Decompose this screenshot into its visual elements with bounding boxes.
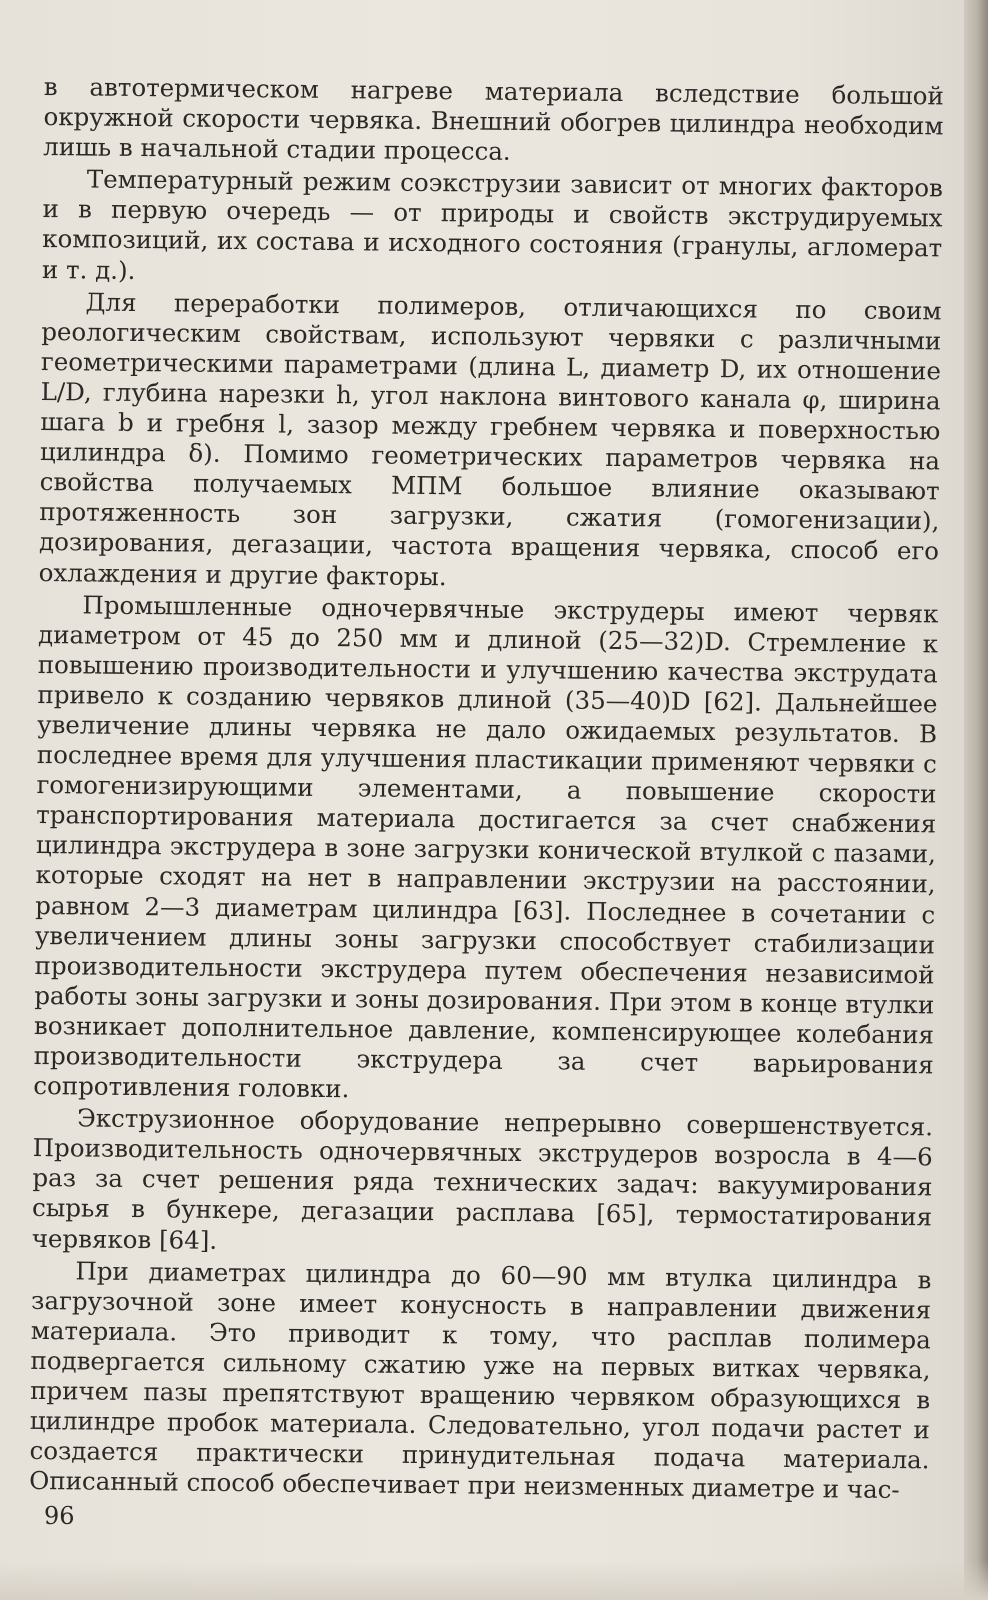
paragraph-equipment: Экструзионное оборудование непрерывно совершенствуется. Производительность одночервячных экструдеров возросла в 4—6 раз за счет решения ряда технических задач: вакуумирования сырья в бункере, дегазации расплава [65], термостатирования червяков [64]. (31, 1103, 934, 1255)
page-text (29, 72, 944, 1506)
paragraph-temperature: Температурный режим соэкструзии зависит от многих факторов и в первую очередь — от природы и свойств экструдируемых композиций, их состава и исходного состояния (гранулы, агломерат и т. д.). (41, 164, 943, 285)
page-binding-edge (964, 0, 988, 1600)
paragraph-industrial-extruders: Промышленные одночервячные экструдеры имеют червяк диаметром от 45 до 250 мм и длиной (25—32)D. Стремление к повышению производительности и улучшению качества экструдата привело к созданию червяков длиной (35—40)D [62]. Дальнейшее увеличение длины червяка не дало ожидаемых результатов. В последнее время для улучшения пластикации применяют червяки с гомогенизирующими элементами, а повышение скорости транспортирования материала достигается за счет снабжения цилиндра экструдера в зоне загрузки конической втулкой с пазами, которые сходят на нет в направлении экструзии на расстоянии, равном 2—3 диаметрам цилиндра [63]. Последнее в сочетании с увеличением длины зоны загрузки способствует стабилизации производительности экструдера путем обеспечения независимой работы зоны загрузки и зоны дозирования. При этом в конце втулки возникает дополнительное давление, компенсирующее колебания производительности экструдера за счет варьирования сопротивления головки. (33, 590, 939, 1104)
bottom-shadow (0, 1560, 988, 1600)
paragraph-screw-geometry: Для переработки полимеров, отличающихся по своим реологическим свойствам, используют червяки с различными геометрическими параметрами (длина L, диаметр D, их отношение L/D, глубина нарезки h, угол наклона винтового канала φ, ширина шага b и гребня l, зазор между гребнем червяка и поверхностью цилиндра δ). Помимо геометрических параметров червяка на свойства получаемых МПМ большое влияние оказывают протяженность зон загрузки, сжатия (гомогенизации), дозирования, дегазации, частота вращения червяка, способ его охлаждения и другие факторы. (38, 287, 942, 591)
page-number: 96 (44, 1502, 75, 1530)
paragraph-cylinder-diameter: При диаметрах цилиндра до 60—90 мм втулка цилиндра в загрузочной зоне имеет конусность в направлении движения материала. Это приводит к тому, что расплав полимера подвергается сильному сжатию уже на первых витках червяка, причем пазы препятствуют вращению червяком образующихся в цилиндре пробок материала. Следовательно, угол подачи растет и создается практически принудительная подача материала. Описанный способ обеспечивает при неизменных диаметре и час- (29, 1256, 932, 1505)
paragraph-continuation: в автотермическом нагреве материала вследствие большой окружной скорости червяка. Внешний обогрев цилиндра необходим лишь в начальной стадии процесса. (43, 72, 944, 167)
